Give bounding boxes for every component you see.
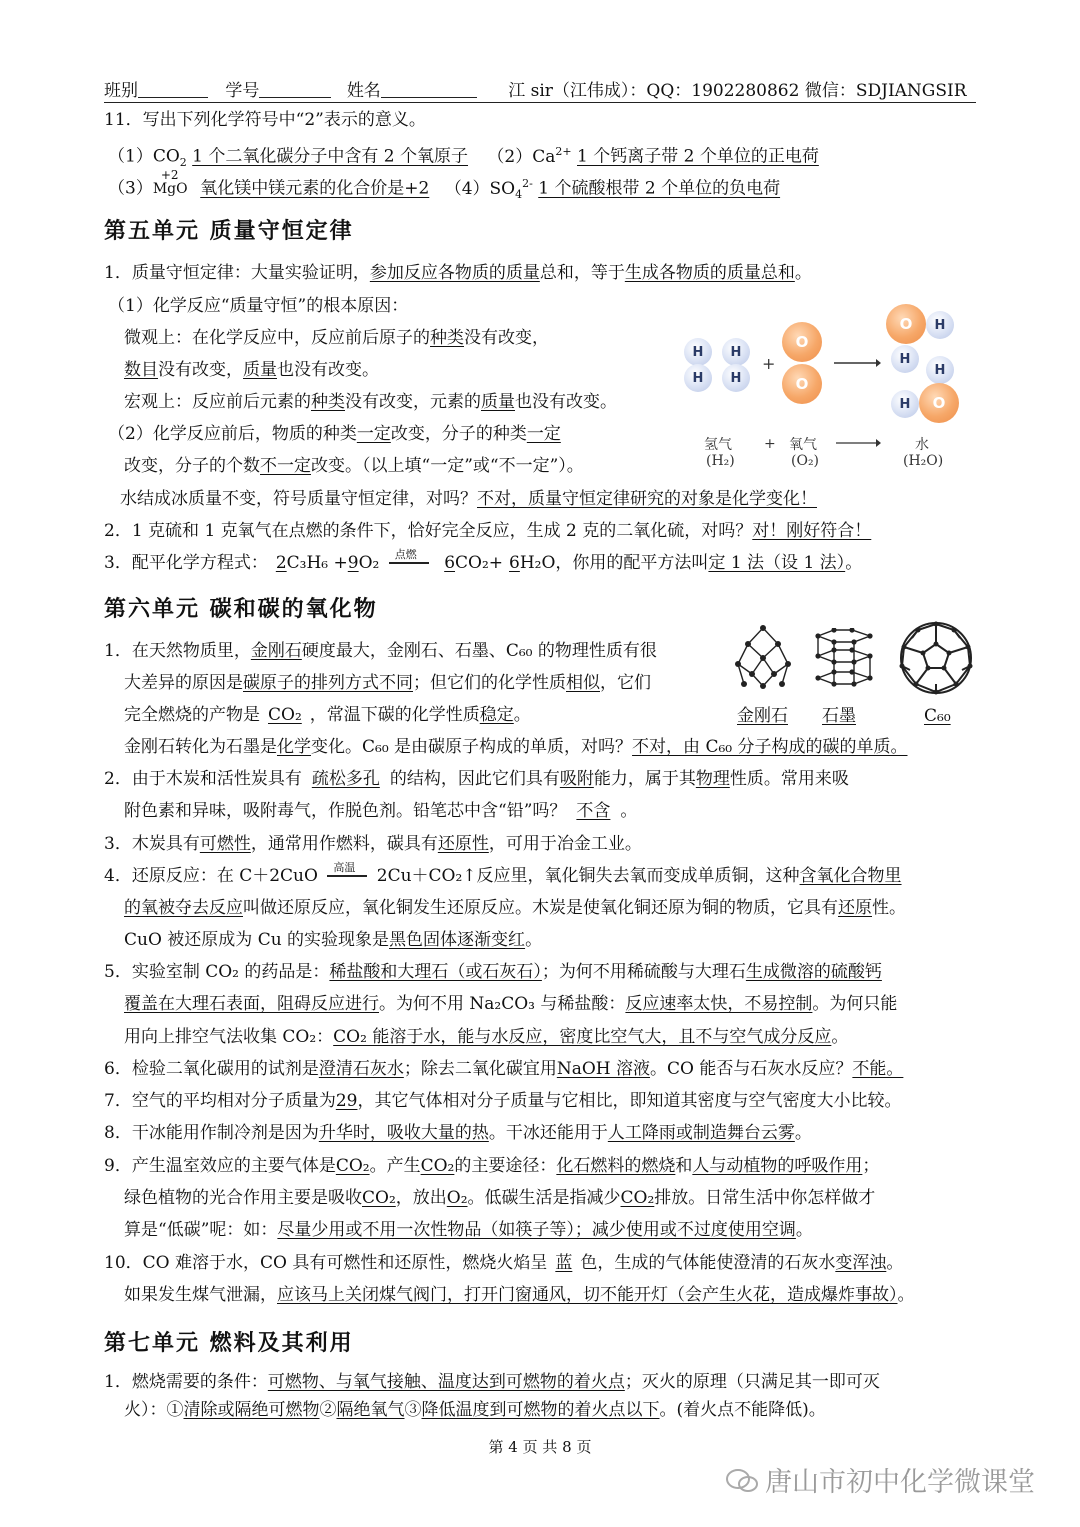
u6-line16: 8．干冰能用作制冷剂是因为升华时，吸收大量的热。干冰还能用于人工降雨或制造舞台云雾。 xyxy=(104,1123,812,1143)
hydrogen-atom: H xyxy=(926,356,954,384)
u5-line5: 宏观上：反应前后元素的种类没有改变，元素的质量也没有改变。 xyxy=(124,392,617,412)
q11-row1: $(1)CO_2$ 1 个二氧化碳分子中含有 2 个氧原子 $(2)Ca^{2+}$ 1 个钙离子带 2 个单位的正电荷 xyxy=(108,145,819,170)
oxygen-atom: O xyxy=(919,383,959,423)
oxygen-atom: O xyxy=(886,304,926,344)
high-temp-arrow: 高温 xyxy=(323,864,371,888)
class-label: 班别 xyxy=(104,81,138,101)
answer: 1 个二氧化碳分子中含有 2 个氧原子 xyxy=(192,146,469,167)
hydrogen-atom: H xyxy=(722,338,750,366)
u6-line20: 10．CO 难溶于水，CO 具有可燃性和还原性，燃烧火焰呈 蓝 色，生成的气体能使澄清的石灰水变浑浊。 xyxy=(104,1253,904,1273)
answer: 1 个硫酸根带 2 个单位的负电荷 xyxy=(538,178,781,199)
unit6-heading: 第六单元 碳和碳的氧化物 xyxy=(104,597,378,622)
plus-sign: + xyxy=(762,354,776,373)
ignite-arrow: 点燃 xyxy=(385,551,433,575)
page-header xyxy=(104,76,976,103)
u6-line2: 大差异的原因是碳原子的排列方式不同；但它们的化学性质相似，它们 xyxy=(124,673,651,693)
u5-line9: 2．1 克硫和 1 克氧气在点燃的条件下，恰好完全反应，生成 2 克的二氧化硫，对吗？对！刚好符合！ xyxy=(104,521,872,541)
u6-line15: 7．空气的平均相对分子质量为29，其它气体相对分子质量与它相比，即知道其密度与空气密度大小比较。 xyxy=(104,1091,902,1111)
u5-line1: 1．质量守恒定律：大量实验证明，参加反应各物质的质量总和，等于生成各物质的质量总和。 xyxy=(104,263,812,283)
reaction-arrow xyxy=(834,436,882,450)
u5-line4: 数目没有改变，质量也没有改变。 xyxy=(124,360,379,380)
q11-title: 11．写出下列化学符号中“2”表示的意义。 xyxy=(104,110,426,130)
answer: 氧化镁中镁元素的化合价是+2 xyxy=(200,178,430,199)
name-blank xyxy=(381,81,477,98)
label-oxygen: 氧气 xyxy=(789,437,817,453)
hydrogen-atom: H xyxy=(891,345,919,373)
graphite-structure-icon xyxy=(812,628,876,690)
u6-line7: 3．木炭具有可燃性，通常用作燃料，碳具有还原性，可用于冶金工业。 xyxy=(104,834,642,854)
q11-row2: （3） +2 MgO 氧化镁中镁元素的化合价是+2 $(4)SO_4^{2-}$ 1 个硫酸根带 2 个单位的负电荷 xyxy=(108,168,781,202)
label-hydrogen: 氢气 xyxy=(704,437,732,453)
u7-line1: 1．燃烧需要的条件：可燃物、与氧气接触、温度达到可燃物的着火点；灭火的原理（只满足其一即可灭 xyxy=(104,1372,880,1392)
oxygen-atom: O xyxy=(782,322,822,362)
unit5-heading: 第五单元 质量守恒定律 xyxy=(104,219,354,244)
u6-line1: 1．在天然物质里，金刚石硬度最大，金刚石、石墨、C₆₀ 的物理性质有很 xyxy=(104,641,657,661)
u5-line8: 水结成冰质量不变，符号质量守恒定律，对吗？不对，质量守恒定律研究的对象是化学变化！ xyxy=(120,489,817,509)
u6-line8: 4．还原反应：在 C＋2CuO 高温 2Cu＋CO₂↑反应里，氧化铜失去氧而变成单质铜，这种含氧化合物里 xyxy=(104,861,902,886)
diamond-structure-icon xyxy=(732,622,794,692)
caption-c60: C₆₀ xyxy=(924,706,951,726)
caption-diamond: 金刚石 xyxy=(737,706,788,726)
hydrogen-atom: H xyxy=(891,390,919,418)
u6-line18: 绿色植物的光合作用主要是吸收CO₂，放出O₂。低碳生活是指减少CO₂排放。日常生活中你怎样做才 xyxy=(124,1188,876,1208)
u6-line11: 5．实验室制 CO₂ 的药品是：稀盐酸和大理石（或石灰石）；为何不用稀硫酸与大理石生成微溶的硫酸钙 xyxy=(104,962,882,982)
caption-graphite: 石墨 xyxy=(822,706,856,726)
c60-fullerene-icon xyxy=(898,620,974,696)
u7-line2: 火）：①清除或隔绝可燃物②隔绝氧气③降低温度到可燃物的着火点以下。(着火点不能降低)。 xyxy=(124,1400,826,1420)
u5-line10: 3．配平化学方程式： 2C₃H₆ +9O₂ 点燃 6CO₂+ 6H₂O，你用的配平方法叫定 1 法（设 1 法）。 xyxy=(104,548,863,573)
u6-line6: 附色素和异味，吸附毒气，作脱色剂。铅笔芯中含“铅”吗？ 不含 。 xyxy=(124,801,638,821)
unit7-heading: 第七单元 燃料及其利用 xyxy=(104,1331,354,1356)
u6-line21: 如果发生煤气泄漏，应该马上关闭煤气阀门，打开门窗通风，切不能开灯（会产生火花，造成爆炸事故）。 xyxy=(124,1285,915,1305)
teacher-info: 江 sir（江伟成）：QQ：1902280862 微信：SDJIANGSIR xyxy=(508,81,967,101)
u5-line2: （1）化学反应“质量守恒”的根本原因： xyxy=(108,296,409,316)
answer: 1 个钙离子带 2 个单位的正电荷 xyxy=(577,146,819,167)
label-oxygen-formula: (O₂) xyxy=(791,453,820,469)
page-number: 第 4 页 共 8 页 xyxy=(488,1438,592,1456)
reaction-arrow xyxy=(832,356,882,370)
u6-line14: 6．检验二氧化碳用的试剂是澄清石灰水；除去二氧化碳宜用NaOH 溶液。CO 能否与石灰水反应？不能。 xyxy=(104,1059,904,1079)
u6-line10: CuO 被还原成为 Cu 的实验现象是黑色固体逐渐变红。 xyxy=(124,930,543,950)
u6-line4: 金刚石转化为石墨是化学变化。C₆₀ 是由碳原子构成的单质，对吗？不对，由 C₆₀ 分子构成的碳的单质。 xyxy=(124,737,908,757)
label-hydrogen-formula: (H₂) xyxy=(706,453,735,469)
u6-line3: 完全燃烧的产物是 CO₂ ，常温下碳的化学性质稳定。 xyxy=(124,705,531,725)
u6-line5: 2．由于木炭和活性炭具有 疏松多孔 的结构，因此它们具有吸附能力，属于其物理性质。常用来吸 xyxy=(104,769,849,789)
u5-line7: 改变，分子的个数不一定改变。（以上填“一定”或“不一定”）。 xyxy=(124,456,584,476)
u6-line12: 覆盖在大理石表面，阻碍反应进行。为何不用 Na₂CO₃ 与稀盐酸：反应速率太快，不易控制。为何只能 xyxy=(124,994,898,1014)
name-label: 姓名 xyxy=(346,81,381,101)
plus-sign: + xyxy=(764,436,776,452)
id-label: 学号 xyxy=(225,81,260,101)
mgo-valence: +2 MgO xyxy=(152,168,188,197)
hydrogen-atom: H xyxy=(684,338,712,366)
label-water: 水 xyxy=(915,437,929,453)
oxygen-atom: O xyxy=(782,364,822,404)
watermark: 唐山市初中化学微课堂 xyxy=(725,1460,1035,1499)
wechat-icon xyxy=(725,1468,759,1494)
u5-line3: 微观上：在化学反应中，反应前后原子的种类没有改变， xyxy=(124,328,549,348)
class-blank xyxy=(138,81,208,98)
u6-line19: 算是“低碳”呢：如：尽量少用或不用一次性物品（如筷子等）；减少使用或不过度使用空调。 xyxy=(124,1220,813,1240)
u5-line6: （2）化学反应前后，物质的种类一定改变，分子的种类一定 xyxy=(108,424,561,444)
u6-line13: 用向上排空气法收集 CO₂：CO₂ 能溶于水，能与水反应，密度比空气大，且不与空气成分反应。 xyxy=(124,1027,849,1047)
hydrogen-atom: H xyxy=(926,311,954,339)
id-blank xyxy=(259,81,331,98)
u6-line17: 9．产生温室效应的主要气体是CO₂。产生CO₂的主要途径：化石燃料的燃烧和人与动植物的呼吸作用； xyxy=(104,1156,880,1176)
hydrogen-atom: H xyxy=(684,364,712,392)
label-water-formula: (H₂O) xyxy=(903,453,944,469)
hydrogen-atom: H xyxy=(722,364,750,392)
u6-line9: 的氧被夺去反应叫做还原反应，氧化铜发生还原反应。木炭是使氧化铜还原为铜的物质，它具有还原性。 xyxy=(124,898,906,918)
